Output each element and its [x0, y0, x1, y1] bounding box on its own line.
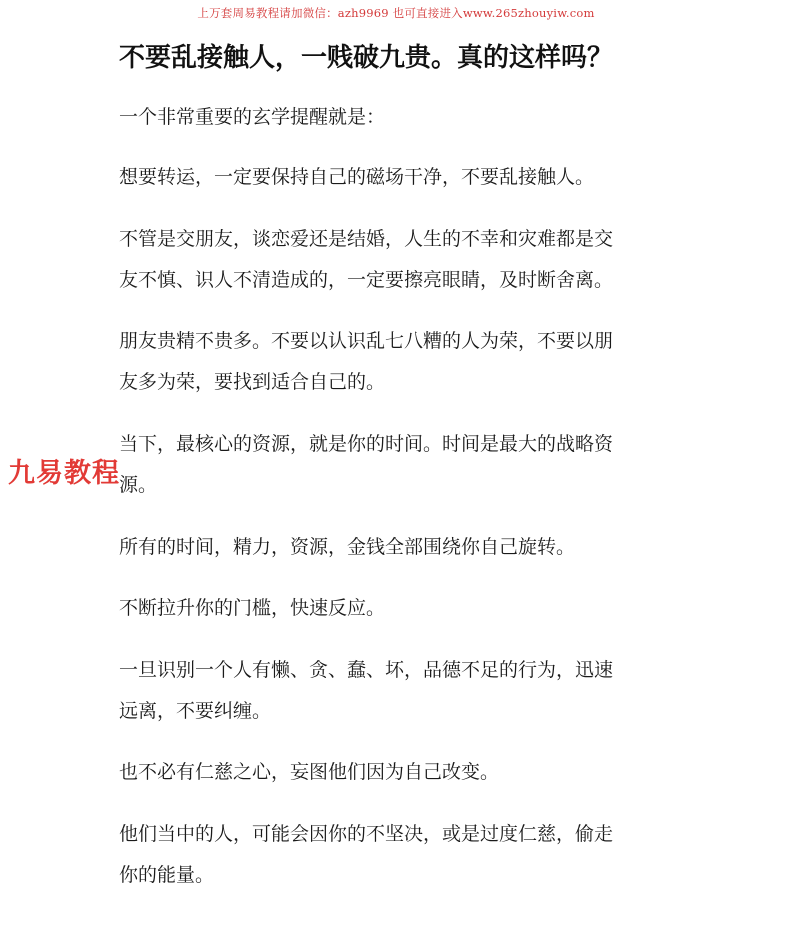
- paragraph-line: 他们当中的人，可能会因你的不坚决，或是过度仁慈，偷走: [119, 823, 614, 845]
- paragraph-line: 源。: [119, 474, 158, 496]
- paragraph: [119, 588, 679, 629]
- paragraph: [119, 321, 679, 403]
- paragraph-line: 远离，不要纠缠。: [119, 700, 272, 722]
- paragraph-line: 你的能量。: [119, 864, 215, 886]
- paragraph: [119, 814, 679, 896]
- paragraph-line: 朋友贵精不贵多。不要以认识乱七八糟的人为荣，不要以朋: [119, 330, 614, 352]
- paragraph-line: 一旦识别一个人有懒、贪、蠢、坏，品德不足的行为，迅速: [119, 659, 614, 681]
- paragraph-line: 当下，最核心的资源，就是你的时间。时间是最大的战略资: [119, 433, 614, 455]
- paragraph-line: 所有的时间，精力，资源，金钱全部围绕你自己旋转。: [119, 536, 576, 558]
- article-title: 不要乱接触人，一贱破九贵。真的这样吗？: [119, 43, 614, 74]
- paragraph: [119, 527, 679, 568]
- paragraph-line: 友多为荣，要找到适合自己的。: [119, 371, 386, 393]
- watermark-stamp: 九易教程: [8, 458, 120, 489]
- paragraph-line: 友不慎、识人不清造成的，一定要擦亮眼睛，及时断舍离。: [119, 269, 614, 291]
- paragraph: [119, 650, 679, 732]
- watermark-banner: 上万套周易教程请加微信：azh9969 也可直接进入www.265zhouyiw.com: [197, 6, 595, 20]
- paragraph: [119, 97, 679, 138]
- paragraph: [119, 424, 679, 506]
- paragraph-line: 一个非常重要的玄学提醒就是：: [119, 106, 386, 128]
- paragraph: [119, 219, 679, 301]
- paragraph-line: 想要转运，一定要保持自己的磁场干净，不要乱接触人。: [119, 166, 595, 188]
- paragraph: [119, 157, 679, 198]
- paragraph-line: 不断拉升你的门槛，快速反应。: [119, 597, 386, 619]
- paragraph-line: 不管是交朋友，谈恋爱还是结婚，人生的不幸和灾难都是交: [119, 228, 614, 250]
- paragraph: [119, 752, 679, 793]
- paragraph-line: 也不必有仁慈之心，妄图他们因为自己改变。: [119, 761, 500, 783]
